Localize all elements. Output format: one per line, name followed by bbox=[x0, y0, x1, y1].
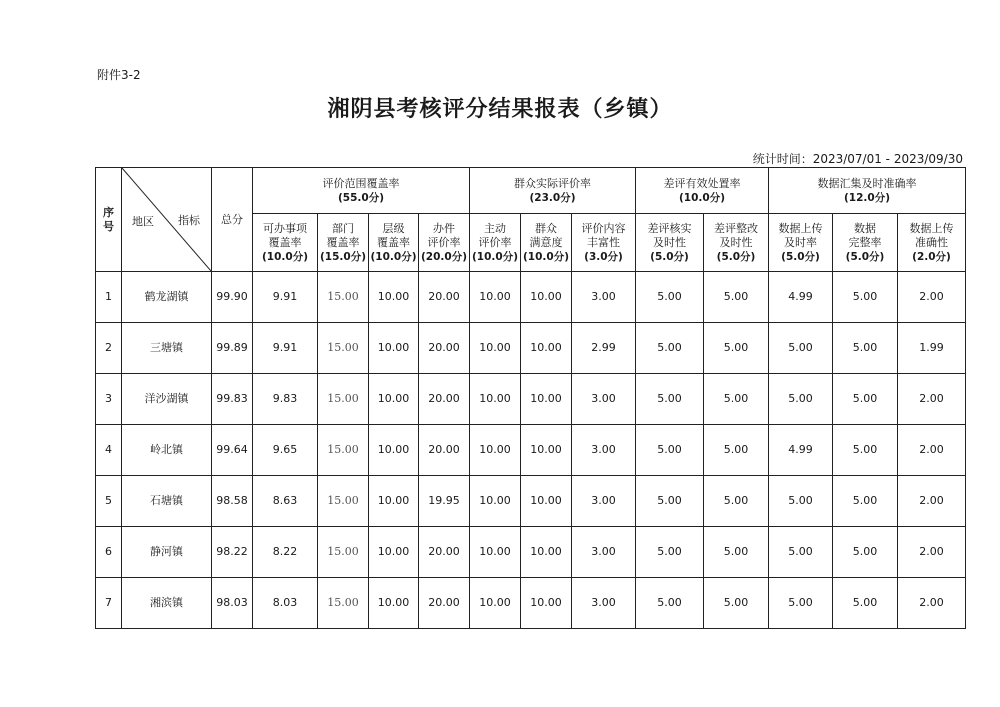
header-row-groups bbox=[96, 168, 966, 214]
score-cell: 3.00 bbox=[572, 578, 636, 629]
score-cell: 15.00 bbox=[318, 476, 369, 527]
group-name: 数据汇集及时准确率 bbox=[817, 176, 917, 190]
score-cell: 2.99 bbox=[572, 323, 636, 374]
seq-cell: 2 bbox=[96, 323, 122, 374]
seq-cell: 1 bbox=[96, 272, 122, 323]
group-header-evaluation bbox=[470, 168, 636, 214]
score-cell: 5.00 bbox=[704, 476, 769, 527]
region-cell: 鹤龙湖镇 bbox=[122, 272, 212, 323]
group-name: 群众实际评价率 bbox=[514, 176, 591, 190]
score-cell: 8.22 bbox=[253, 527, 318, 578]
score-cell: 10.00 bbox=[369, 272, 419, 323]
score-cell: 10.00 bbox=[369, 374, 419, 425]
score-cell: 5.00 bbox=[704, 527, 769, 578]
score-cell: 15.00 bbox=[318, 527, 369, 578]
score-cell: 20.00 bbox=[419, 323, 470, 374]
score-cell: 10.00 bbox=[470, 578, 521, 629]
score-cell: 3.00 bbox=[572, 425, 636, 476]
score-cell: 5.00 bbox=[833, 374, 898, 425]
score-cell: 15.00 bbox=[318, 272, 369, 323]
table-row bbox=[96, 425, 966, 476]
total-cell: 98.03 bbox=[212, 578, 253, 629]
score-cell: 5.00 bbox=[636, 323, 704, 374]
score-cell: 4.99 bbox=[769, 425, 833, 476]
score-cell: 5.00 bbox=[704, 272, 769, 323]
table-row bbox=[96, 527, 966, 578]
sub-header: 群众 满意度 (10.0分) bbox=[521, 214, 572, 272]
group-weight: (23.0分) bbox=[529, 191, 576, 204]
score-cell: 5.00 bbox=[704, 374, 769, 425]
score-cell: 5.00 bbox=[769, 374, 833, 425]
score-cell: 10.00 bbox=[521, 425, 572, 476]
score-cell: 10.00 bbox=[521, 578, 572, 629]
score-cell: 9.91 bbox=[253, 272, 318, 323]
index-header: 指标 bbox=[178, 214, 200, 227]
score-cell: 5.00 bbox=[704, 578, 769, 629]
score-cell: 2.00 bbox=[898, 476, 966, 527]
score-cell: 2.00 bbox=[898, 578, 966, 629]
total-cell: 99.89 bbox=[212, 323, 253, 374]
score-cell: 5.00 bbox=[636, 578, 704, 629]
sub-header: 办件 评价率 (20.0分) bbox=[419, 214, 470, 272]
score-cell: 15.00 bbox=[318, 425, 369, 476]
score-cell: 2.00 bbox=[898, 374, 966, 425]
group-weight: (12.0分) bbox=[844, 191, 891, 204]
seq-header: 序号 bbox=[96, 168, 122, 272]
statistics-period: 统计时间：2023/07/01 - 2023/09/30 bbox=[752, 152, 963, 166]
region-cell: 湘滨镇 bbox=[122, 578, 212, 629]
score-cell: 9.65 bbox=[253, 425, 318, 476]
score-cell: 10.00 bbox=[521, 476, 572, 527]
score-cell: 10.00 bbox=[470, 272, 521, 323]
score-cell: 10.00 bbox=[470, 476, 521, 527]
score-cell: 5.00 bbox=[636, 527, 704, 578]
table-row bbox=[96, 323, 966, 374]
total-cell: 99.64 bbox=[212, 425, 253, 476]
score-cell: 5.00 bbox=[636, 425, 704, 476]
score-cell: 5.00 bbox=[833, 527, 898, 578]
sub-header: 评价内容 丰富性 (3.0分) bbox=[572, 214, 636, 272]
group-weight: (55.0分) bbox=[337, 191, 384, 204]
score-cell: 10.00 bbox=[369, 323, 419, 374]
group-name: 差评有效处置率 bbox=[663, 176, 741, 190]
score-cell: 3.00 bbox=[572, 476, 636, 527]
score-cell: 20.00 bbox=[419, 578, 470, 629]
seq-cell: 3 bbox=[96, 374, 122, 425]
score-cell: 10.00 bbox=[369, 476, 419, 527]
total-cell: 99.90 bbox=[212, 272, 253, 323]
score-cell: 1.99 bbox=[898, 323, 966, 374]
group-header-data bbox=[769, 168, 966, 214]
score-cell: 3.00 bbox=[572, 527, 636, 578]
score-cell: 5.00 bbox=[833, 425, 898, 476]
score-cell: 20.00 bbox=[419, 527, 470, 578]
score-cell: 2.00 bbox=[898, 527, 966, 578]
sub-header: 可办事项 覆盖率 (10.0分) bbox=[253, 214, 318, 272]
score-cell: 9.91 bbox=[253, 323, 318, 374]
diagonal-header-cell bbox=[122, 168, 212, 272]
sub-header: 数据上传 及时率 (5.0分) bbox=[769, 214, 833, 272]
group-name: 评价范围覆盖率 bbox=[322, 176, 400, 190]
score-cell: 5.00 bbox=[769, 323, 833, 374]
region-cell: 静河镇 bbox=[122, 527, 212, 578]
score-cell: 10.00 bbox=[470, 323, 521, 374]
total-cell: 98.58 bbox=[212, 476, 253, 527]
table-row bbox=[96, 476, 966, 527]
score-cell: 5.00 bbox=[769, 578, 833, 629]
score-cell: 9.83 bbox=[253, 374, 318, 425]
score-cell: 20.00 bbox=[419, 425, 470, 476]
score-cell: 5.00 bbox=[704, 323, 769, 374]
score-cell: 10.00 bbox=[369, 425, 419, 476]
sub-header: 差评核实 及时性 (5.0分) bbox=[636, 214, 704, 272]
total-cell: 98.22 bbox=[212, 527, 253, 578]
group-header-coverage bbox=[253, 168, 470, 214]
table-row bbox=[96, 374, 966, 425]
score-cell: 5.00 bbox=[704, 425, 769, 476]
score-cell: 2.00 bbox=[898, 272, 966, 323]
seq-cell: 7 bbox=[96, 578, 122, 629]
score-cell: 5.00 bbox=[636, 272, 704, 323]
score-cell: 5.00 bbox=[769, 527, 833, 578]
region-cell: 洋沙湖镇 bbox=[122, 374, 212, 425]
score-cell: 10.00 bbox=[369, 527, 419, 578]
score-cell: 8.63 bbox=[253, 476, 318, 527]
score-cell: 5.00 bbox=[833, 272, 898, 323]
score-cell: 10.00 bbox=[470, 374, 521, 425]
score-cell: 5.00 bbox=[833, 323, 898, 374]
score-cell: 15.00 bbox=[318, 323, 369, 374]
total-header: 总分 bbox=[212, 168, 253, 272]
total-cell: 99.83 bbox=[212, 374, 253, 425]
score-cell: 4.99 bbox=[769, 272, 833, 323]
seq-cell: 5 bbox=[96, 476, 122, 527]
score-cell: 20.00 bbox=[419, 272, 470, 323]
score-cell: 10.00 bbox=[521, 374, 572, 425]
score-cell: 20.00 bbox=[419, 374, 470, 425]
score-cell: 5.00 bbox=[636, 476, 704, 527]
score-cell: 10.00 bbox=[470, 425, 521, 476]
page-title: 湘阴县考核评分结果报表（乡镇） bbox=[327, 96, 673, 122]
seq-cell: 4 bbox=[96, 425, 122, 476]
attachment-label: 附件3-2 bbox=[97, 68, 141, 82]
score-report-table bbox=[95, 167, 966, 629]
region-cell: 三塘镇 bbox=[122, 323, 212, 374]
score-cell: 10.00 bbox=[521, 272, 572, 323]
score-cell: 5.00 bbox=[833, 578, 898, 629]
table-row bbox=[96, 272, 966, 323]
score-cell: 10.00 bbox=[470, 527, 521, 578]
sub-header: 数据上传 准确性 (2.0分) bbox=[898, 214, 966, 272]
score-cell: 10.00 bbox=[521, 527, 572, 578]
table-body bbox=[96, 272, 966, 629]
group-weight: (10.0分) bbox=[678, 191, 725, 204]
sub-header: 差评整改 及时性 (5.0分) bbox=[704, 214, 769, 272]
score-cell: 10.00 bbox=[521, 323, 572, 374]
sub-header: 数据 完整率 (5.0分) bbox=[833, 214, 898, 272]
table-row bbox=[96, 578, 966, 629]
region-cell: 石塘镇 bbox=[122, 476, 212, 527]
seq-cell: 6 bbox=[96, 527, 122, 578]
score-cell: 5.00 bbox=[636, 374, 704, 425]
score-cell: 19.95 bbox=[419, 476, 470, 527]
group-header-disposal bbox=[636, 168, 769, 214]
sub-header: 部门 覆盖率 (15.0分) bbox=[318, 214, 369, 272]
score-cell: 2.00 bbox=[898, 425, 966, 476]
score-cell: 3.00 bbox=[572, 272, 636, 323]
region-header: 地区 bbox=[132, 215, 154, 228]
region-cell: 岭北镇 bbox=[122, 425, 212, 476]
score-cell: 5.00 bbox=[833, 476, 898, 527]
score-cell: 15.00 bbox=[318, 374, 369, 425]
score-cell: 15.00 bbox=[318, 578, 369, 629]
score-cell: 8.03 bbox=[253, 578, 318, 629]
sub-header: 层级 覆盖率 (10.0分) bbox=[369, 214, 419, 272]
score-cell: 5.00 bbox=[769, 476, 833, 527]
score-cell: 3.00 bbox=[572, 374, 636, 425]
sub-header: 主动 评价率 (10.0分) bbox=[470, 214, 521, 272]
score-cell: 10.00 bbox=[369, 578, 419, 629]
